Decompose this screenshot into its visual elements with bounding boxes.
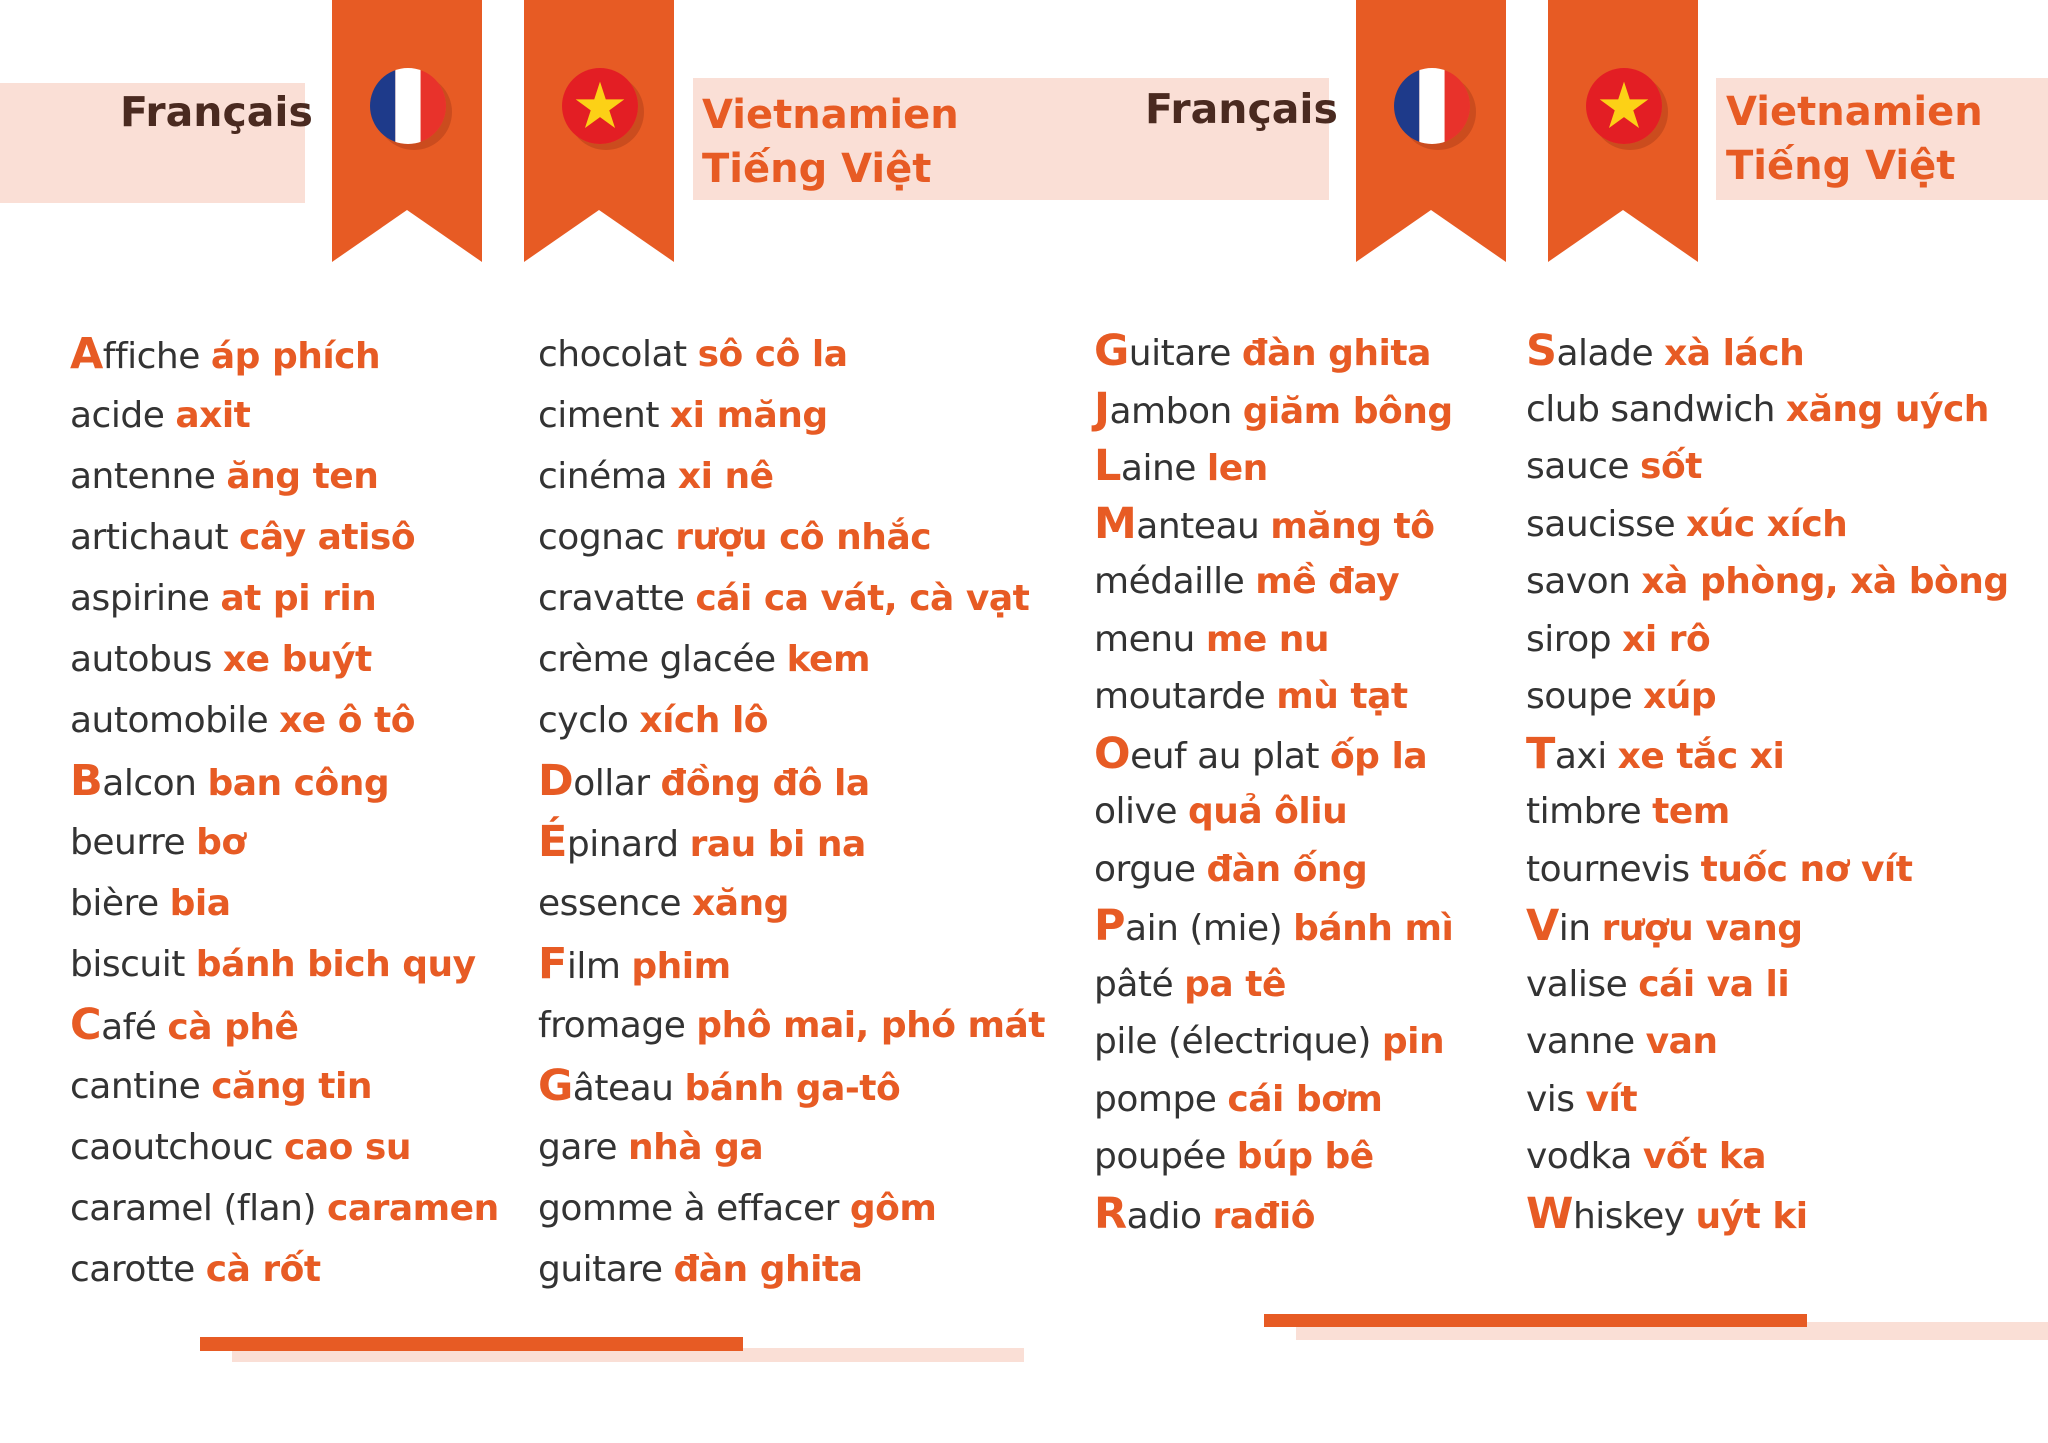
- vocab-entry: [70, 995, 499, 1056]
- vietnamese-word: xe ô tô: [279, 700, 415, 741]
- vietnamese-word: gôm: [849, 1188, 937, 1229]
- vocab-entry: [1094, 898, 1453, 956]
- vietnamese-word: rađiô: [1212, 1195, 1315, 1237]
- vocab-entry: [70, 690, 499, 751]
- vocab-entry: [1094, 553, 1453, 611]
- vocab-entry: [538, 1178, 1045, 1239]
- vocab-entry: [538, 1239, 1045, 1300]
- vietnamese-word: đàn ghita: [1241, 333, 1431, 374]
- vietnamese-word: mù tạt: [1276, 676, 1408, 717]
- vocab-column-2: [538, 324, 1045, 1300]
- vocab-entry: [1094, 438, 1453, 496]
- french-word: pâté: [1094, 963, 1174, 1005]
- vietnamese-word: áp phích: [210, 336, 381, 377]
- vietnamese-word: măng tô: [1270, 505, 1435, 547]
- french-word: olive: [1094, 791, 1177, 832]
- divider-bar-accent-left: [200, 1337, 743, 1351]
- vocab-entry: [1526, 1071, 2009, 1129]
- vietnamese-word: cái va li: [1638, 963, 1790, 1005]
- vocab-entry: [70, 446, 499, 507]
- french-word: uitare: [1128, 333, 1231, 374]
- letter-initial: É: [538, 817, 567, 867]
- letter-initial: S: [1526, 326, 1557, 376]
- vocab-column-4: [1526, 323, 2009, 1243]
- vietnamese-word: kem: [786, 639, 870, 680]
- vietnamese-word: cái bơm: [1227, 1078, 1383, 1120]
- vocab-entry: [1526, 898, 2009, 956]
- vocab-entry: [1094, 668, 1453, 726]
- vocab-entry: [1526, 496, 2009, 554]
- french-word: ilm: [566, 946, 621, 987]
- vietnamese-word: xi nê: [677, 456, 774, 497]
- vietnamese-word: xúc xích: [1686, 503, 1848, 545]
- vietnamese-word: vít: [1585, 1078, 1638, 1120]
- french-word: beurre: [70, 822, 186, 863]
- french-word: hiskey: [1572, 1195, 1685, 1237]
- vietnamese-word: phim: [631, 946, 731, 987]
- french-word: cyclo: [538, 700, 629, 741]
- french-word: orgue: [1094, 848, 1196, 890]
- vietnamese-word: giăm bông: [1242, 390, 1453, 432]
- vocab-entry: [1094, 323, 1453, 381]
- french-word: pinard: [566, 824, 679, 865]
- french-word: in: [1558, 908, 1591, 949]
- vocab-entry: [1526, 783, 2009, 841]
- vocab-entry: [1526, 956, 2009, 1014]
- french-word: chocolat: [538, 334, 687, 375]
- french-word: ciment: [538, 395, 659, 436]
- vocab-entry: [538, 690, 1045, 751]
- vocab-entry: [70, 812, 499, 873]
- flag-france-icon: [370, 68, 446, 144]
- vietnamese-word: đồng đô la: [660, 763, 870, 804]
- vocab-entry: [538, 934, 1045, 995]
- vietnamese-word: xe tắc xi: [1617, 735, 1785, 777]
- vietnamese-word: uýt ki: [1695, 1195, 1808, 1237]
- letter-initial: O: [1094, 728, 1131, 779]
- french-word: aine: [1120, 448, 1196, 489]
- french-word: automobile: [70, 700, 269, 741]
- vocab-column-3: [1094, 323, 1453, 1243]
- french-word: ambon: [1109, 390, 1232, 432]
- vocab-entry: [70, 1239, 499, 1300]
- french-word: euf au plat: [1130, 735, 1319, 777]
- french-word: acide: [70, 395, 165, 436]
- vietnamese-word: búp bê: [1236, 1136, 1374, 1177]
- french-word: sauce: [1526, 446, 1630, 487]
- vietnamese-word: nhà ga: [628, 1127, 764, 1168]
- vietnamese-word: rượu vang: [1601, 908, 1803, 949]
- french-word: valise: [1526, 963, 1628, 1005]
- vietnamese-word: cà phê: [167, 1007, 299, 1048]
- french-word: alade: [1556, 333, 1654, 374]
- ribbon-right-vietnam: [1548, 0, 1698, 262]
- vietnamese-word: cao su: [284, 1127, 411, 1168]
- french-word: carotte: [70, 1249, 195, 1290]
- ribbon-right-france: [1356, 0, 1506, 262]
- french-word: axi: [1554, 735, 1607, 777]
- vocab-entry: [538, 873, 1045, 934]
- vocab-entry: [538, 568, 1045, 629]
- french-word: gomme à effacer: [538, 1188, 839, 1229]
- french-word: adio: [1126, 1195, 1202, 1237]
- french-word: âteau: [572, 1068, 674, 1109]
- vocab-entry: [1526, 323, 2009, 381]
- letter-initial: M: [1094, 498, 1137, 549]
- letter-initial: P: [1094, 901, 1126, 951]
- vocab-entry: [70, 1056, 499, 1117]
- french-word: soupe: [1526, 676, 1633, 717]
- vietnamese-word: axit: [175, 395, 251, 436]
- french-word: vanne: [1526, 1021, 1635, 1062]
- vocab-entry: [538, 751, 1045, 812]
- letter-initial: D: [538, 756, 574, 806]
- letter-initial: F: [538, 939, 567, 989]
- vietnamese-word: bơ: [196, 822, 246, 863]
- vietnamese-word: ăng ten: [226, 456, 379, 497]
- vocab-entry: [1094, 1071, 1453, 1129]
- vocab-entry: [1094, 726, 1453, 784]
- vietnamese-word: xi măng: [669, 395, 828, 436]
- vietnamese-word: bánh ga-tô: [684, 1068, 901, 1109]
- vocab-entry: [1526, 1013, 2009, 1071]
- vocab-entry: [1526, 438, 2009, 496]
- vietnamese-word: me nu: [1205, 618, 1330, 660]
- vocab-entry: [1094, 1186, 1453, 1244]
- vietnamese-word: pa tê: [1184, 963, 1286, 1005]
- vietnamese-word: cà rốt: [205, 1249, 321, 1290]
- letter-initial: A: [70, 329, 103, 379]
- vietnamese-word: van: [1645, 1021, 1718, 1062]
- vocab-entry: [538, 385, 1045, 446]
- french-word: caramel (flan): [70, 1188, 317, 1229]
- french-word: médaille: [1094, 561, 1245, 602]
- vietnamese-word: đàn ghita: [673, 1249, 863, 1290]
- flag-vietnam-icon: [562, 68, 638, 144]
- french-word: guitare: [538, 1249, 663, 1290]
- vocab-entry: [70, 324, 499, 385]
- vocab-entry: [1526, 611, 2009, 669]
- vietnamese-word: ban công: [207, 763, 390, 804]
- header-vietnamese-left: [702, 88, 959, 196]
- french-word: antenne: [70, 456, 216, 497]
- ribbon-left-vietnam: [524, 0, 674, 262]
- french-word: vodka: [1526, 1136, 1632, 1177]
- vietnamese-word: rượu cô nhắc: [675, 517, 932, 558]
- vocab-entry: [70, 629, 499, 690]
- vietnamese-word: ốp la: [1329, 735, 1428, 777]
- vietnamese-word: vốt ka: [1642, 1136, 1767, 1177]
- header-vietnamese-left-line2: Tiếng Việt: [702, 146, 932, 192]
- vocab-entry: [538, 812, 1045, 873]
- vocab-entry: [1526, 1186, 2009, 1244]
- vietnamese-word: phô mai, phó mát: [696, 1005, 1045, 1046]
- vocab-entry: [1094, 1128, 1453, 1186]
- letter-initial: G: [538, 1061, 573, 1111]
- vocab-entry: [1094, 841, 1453, 899]
- vietnamese-word: xà phòng, xà bòng: [1641, 561, 2009, 602]
- french-word: savon: [1526, 561, 1631, 602]
- vocab-entry: [1094, 611, 1453, 669]
- french-word: ain (mie): [1125, 908, 1283, 949]
- vocab-entry: [1094, 956, 1453, 1014]
- vietnamese-word: sốt: [1640, 446, 1702, 487]
- vocab-entry: [1094, 783, 1453, 841]
- french-word: artichaut: [70, 517, 229, 558]
- vocab-column-1: [70, 324, 499, 1300]
- letter-initial: W: [1526, 1188, 1573, 1239]
- letter-initial: B: [70, 756, 103, 806]
- french-word: gare: [538, 1127, 618, 1168]
- vietnamese-word: quả ôliu: [1187, 791, 1348, 832]
- flag-france-icon: [1394, 68, 1470, 144]
- vocab-entry: [1094, 496, 1453, 554]
- vocab-entry: [538, 629, 1045, 690]
- vietnamese-word: mề đay: [1255, 561, 1400, 602]
- french-word: crème glacée: [538, 639, 776, 680]
- french-word: biscuit: [70, 944, 185, 985]
- header-french-left: Français: [120, 88, 313, 136]
- french-word: alcon: [102, 763, 197, 804]
- header-french-right: Français: [1145, 85, 1338, 133]
- ribbon-left-france: [332, 0, 482, 262]
- vietnamese-word: căng tin: [211, 1066, 372, 1107]
- french-word: club sandwich: [1526, 388, 1775, 430]
- letter-initial: V: [1526, 901, 1559, 951]
- vietnamese-word: xích lô: [639, 700, 769, 741]
- french-word: ffiche: [102, 336, 200, 377]
- header-vietnamese-right-line1: Vietnamien: [1726, 89, 1983, 135]
- vocab-entry: [1526, 726, 2009, 784]
- vocab-entry: [1526, 841, 2009, 899]
- french-word: ollar: [573, 763, 650, 804]
- french-word: sirop: [1526, 618, 1612, 660]
- vocab-entry: [70, 1117, 499, 1178]
- french-word: moutarde: [1094, 676, 1266, 717]
- vietnamese-word: xúp: [1643, 676, 1717, 717]
- vocab-entry: [1094, 1013, 1453, 1071]
- letter-initial: L: [1094, 441, 1121, 491]
- vietnamese-word: xăng: [692, 883, 789, 924]
- french-word: bière: [70, 883, 159, 924]
- french-word: cognac: [538, 517, 665, 558]
- vietnamese-word: bia: [169, 883, 231, 924]
- letter-initial: C: [70, 1000, 102, 1050]
- divider-bar-accent-right: [1264, 1314, 1807, 1327]
- vietnamese-word: bánh bich quy: [195, 944, 476, 985]
- vietnamese-word: xăng uých: [1785, 388, 1989, 430]
- french-word: pompe: [1094, 1078, 1217, 1120]
- french-word: menu: [1094, 618, 1195, 660]
- vocab-entry: [538, 446, 1045, 507]
- vocab-entry: [538, 1117, 1045, 1178]
- vocab-entry: [538, 324, 1045, 385]
- flag-vietnam-icon: [1586, 68, 1662, 144]
- header-vietnamese-left-line1: Vietnamien: [702, 92, 959, 138]
- french-word: vis: [1526, 1078, 1575, 1120]
- vietnamese-word: sô cô la: [697, 334, 848, 375]
- vietnamese-word: đàn ống: [1206, 848, 1368, 890]
- french-word: aspirine: [70, 578, 210, 619]
- vocab-entry: [70, 568, 499, 629]
- vocab-entry: [70, 385, 499, 446]
- french-word: cravatte: [538, 578, 685, 619]
- vocab-entry: [538, 507, 1045, 568]
- french-word: essence: [538, 883, 682, 924]
- vietnamese-word: xi rô: [1622, 618, 1711, 660]
- header-vietnamese-right-line2: Tiếng Việt: [1726, 143, 1956, 189]
- french-word: pile (électrique): [1094, 1021, 1371, 1062]
- french-word: caoutchouc: [70, 1127, 274, 1168]
- vocab-entry: [538, 1056, 1045, 1117]
- vietnamese-word: len: [1206, 448, 1268, 489]
- french-word: anteau: [1136, 505, 1260, 547]
- vietnamese-word: xe buýt: [222, 639, 372, 680]
- vocab-entry: [70, 751, 499, 812]
- vocab-entry: [1526, 668, 2009, 726]
- vietnamese-word: xà lách: [1664, 333, 1805, 374]
- vocab-entry: [1526, 381, 2009, 439]
- vietnamese-word: tuốc nơ vít: [1700, 848, 1913, 890]
- vietnamese-word: rau bi na: [689, 824, 866, 865]
- vietnamese-word: bánh mì: [1293, 908, 1454, 949]
- vocab-entry: [70, 934, 499, 995]
- vocab-entry: [70, 507, 499, 568]
- french-word: poupée: [1094, 1136, 1226, 1177]
- letter-initial: R: [1094, 1188, 1127, 1239]
- vocab-entry: [1526, 1128, 2009, 1186]
- vietnamese-word: tem: [1652, 791, 1730, 832]
- french-word: tournevis: [1526, 848, 1690, 890]
- vocab-entry: [70, 873, 499, 934]
- vietnamese-word: at pi rin: [220, 578, 377, 619]
- vietnamese-word: caramen: [326, 1188, 499, 1229]
- french-word: fromage: [538, 1005, 686, 1046]
- french-word: timbre: [1526, 791, 1642, 832]
- french-word: saucisse: [1526, 503, 1676, 545]
- vocab-entry: [1526, 553, 2009, 611]
- vietnamese-word: cái ca vát, cà vạt: [695, 578, 1030, 619]
- vocab-entry: [538, 995, 1045, 1056]
- letter-initial: J: [1094, 383, 1110, 434]
- vocab-entry: [1094, 381, 1453, 439]
- header-vietnamese-right: [1726, 85, 1983, 193]
- french-word: autobus: [70, 639, 212, 680]
- vietnamese-word: pin: [1381, 1021, 1445, 1062]
- letter-initial: T: [1526, 728, 1555, 779]
- letter-initial: G: [1094, 326, 1129, 376]
- vietnamese-word: cây atisô: [239, 517, 416, 558]
- french-word: cinéma: [538, 456, 667, 497]
- french-word: afé: [101, 1007, 157, 1048]
- vocab-entry: [70, 1178, 499, 1239]
- french-word: cantine: [70, 1066, 201, 1107]
